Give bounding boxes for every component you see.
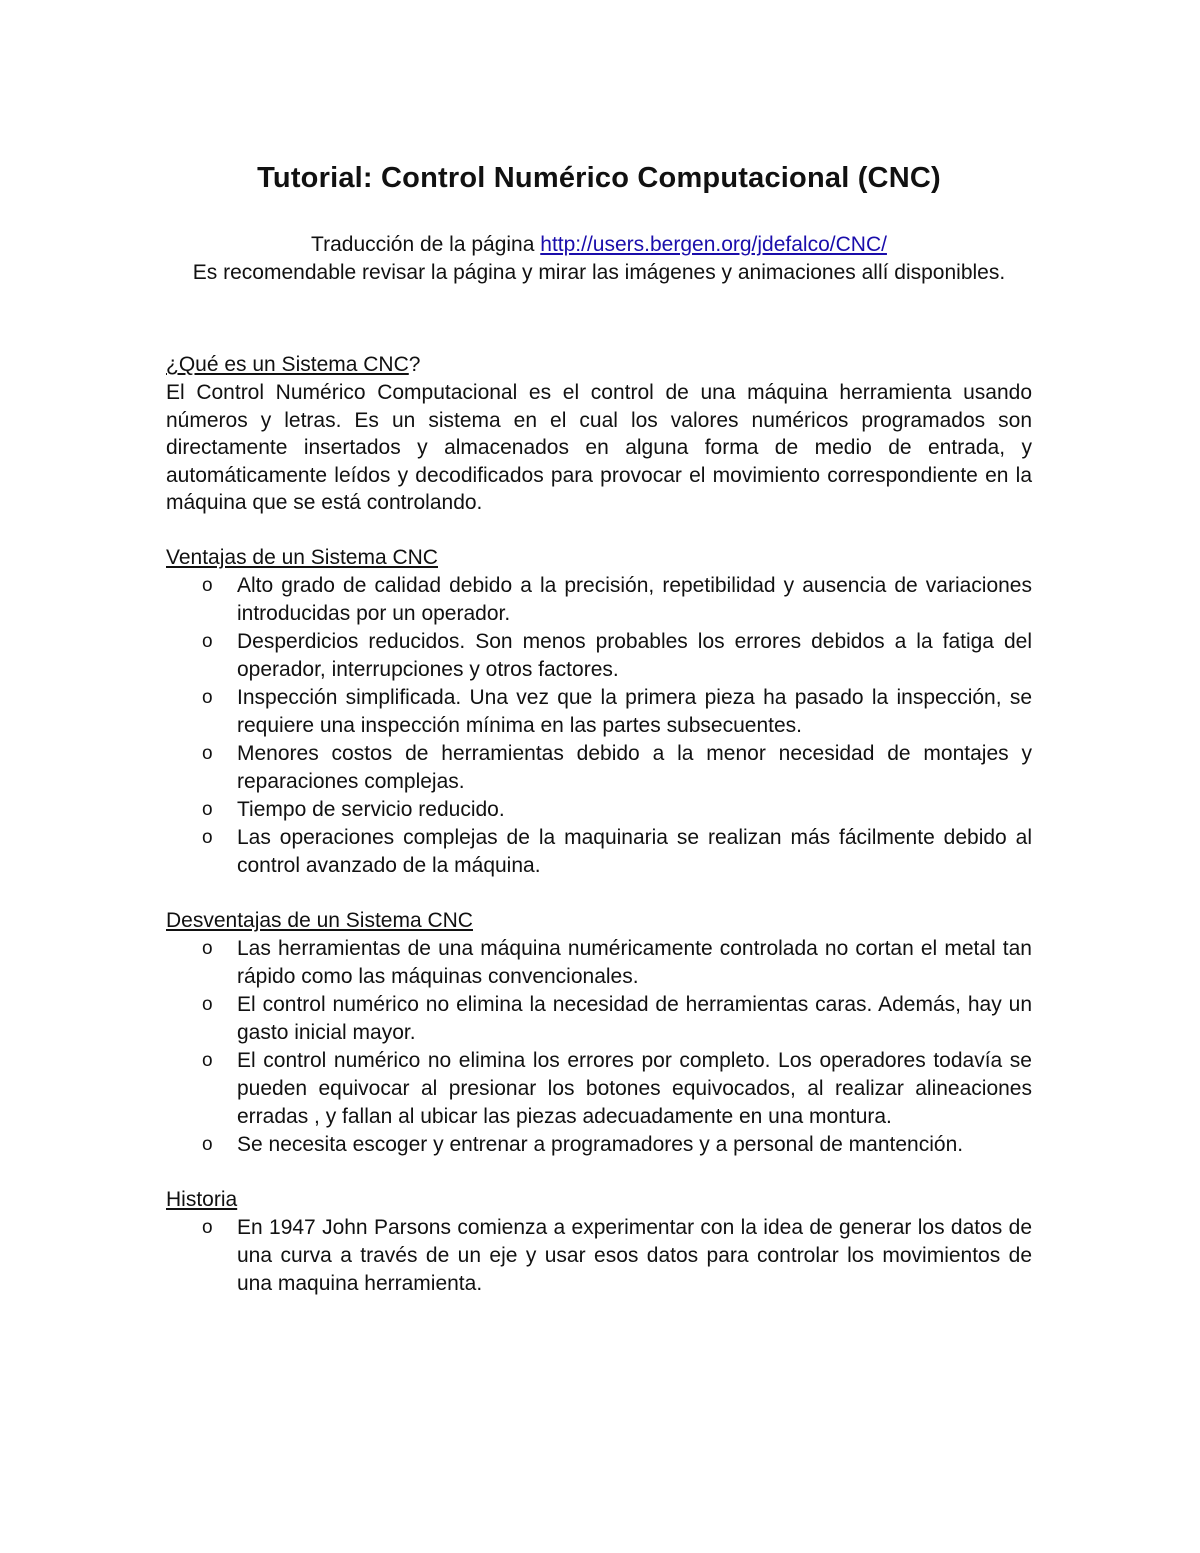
list-item-text: Menores costos de herramientas debido a la menor necesidad de montajes y reparaciones complejas. [237,741,1032,793]
bullet-marker: o [202,630,213,652]
bullet-marker: o [202,798,213,820]
list-item [202,572,1032,628]
heading-what-is-text: ¿Qué es un Sistema CNC [166,353,409,377]
section-advantages [166,544,1032,880]
list-item [202,1047,1032,1131]
list-item [202,824,1032,880]
bullet-marker: o [202,686,213,708]
bullet-marker: o [202,993,213,1015]
section-history [166,1186,1032,1298]
disadvantages-list [166,935,1032,1159]
bullet-marker: o [202,826,213,848]
list-item-text: Las herramientas de una máquina numéricamente controlada no cortan el metal tan rápido como las máquinas convencionales. [237,936,1032,988]
list-item [202,991,1032,1047]
section-heading-what-is [166,351,1032,379]
list-item-text: El control numérico no elimina los errores por completo. Los operadores todavía se pueden equivocar al presionar los botones equivocados, al realizar alineaciones erradas , y fallan al ubicar las piezas adecuadamente en una montura. [237,1048,1032,1128]
section-heading-disadvantages [166,907,1032,935]
heading-what-is-suffix: ? [408,353,421,377]
list-item [202,1131,1032,1159]
advantages-list [166,572,1032,880]
list-item-text: El control numérico no elimina la necesidad de herramientas caras. Además, hay un gasto inicial mayor. [237,992,1032,1044]
bullet-marker: o [202,1133,213,1155]
list-item-text: Se necesita escoger y entrenar a programadores y a personal de mantención. [237,1132,964,1156]
heading-history-text: Historia [166,1187,238,1211]
list-item [202,628,1032,684]
intro-block [166,231,1032,287]
history-list [166,1214,1032,1298]
bullet-marker: o [202,1216,213,1238]
what-is-paragraph: El Control Numérico Computacional es el control de una máquina herramienta usando números y letras. Es un sistema en el cual los valores numéricos programados son directamente insertados y almacenados en alguna forma de medio de entrada, y automáticamente leídos y decodificados para provocar el movimiento correspondiente en la máquina que se está controlando. [166,381,1032,515]
document-page [166,160,1032,1298]
section-what-is [166,351,1032,517]
list-item [202,1214,1032,1298]
intro-line-1 [166,231,1032,259]
section-heading-advantages [166,544,1032,572]
list-item-text: Alto grado de calidad debido a la precisión, repetibilidad y ausencia de variaciones introducidas por un operador. [237,573,1032,625]
heading-advantages-text: Ventajas de un Sistema CNC [166,545,438,569]
section-heading-history [166,1186,1032,1214]
document-title: Tutorial: Control Numérico Computacional (CNC) [257,162,941,194]
bullet-marker: o [202,742,213,764]
list-item [202,684,1032,740]
list-item-text: Las operaciones complejas de la maquinaria se realizan más fácilmente debido al control avanzado de la máquina. [237,825,1032,877]
bullet-marker: o [202,1049,213,1071]
list-item-text: Inspección simplificada. Una vez que la primera pieza ha pasado la inspección, se requiere una inspección mínima en las partes subsecuentes. [237,685,1032,737]
intro-prefix: Traducción de la página [311,233,541,257]
list-item-text: En 1947 John Parsons comienza a experimentar con la idea de generar los datos de una curva a través de un eje y usar esos datos para controlar los movimientos de una maquina herramienta. [237,1215,1032,1295]
list-item [202,935,1032,991]
intro-line-2: Es recomendable revisar la página y mirar las imágenes y animaciones allí disponibles. [192,261,1006,285]
list-item [202,740,1032,796]
list-item-text: Desperdicios reducidos. Son menos probables los errores debidos a la fatiga del operador, interrupciones y otros factores. [237,629,1032,681]
bullet-marker: o [202,937,213,959]
list-item-text: Tiempo de servicio reducido. [237,797,505,821]
list-item [202,796,1032,824]
source-link[interactable]: http://users.bergen.org/jdefalco/CNC/ [540,233,887,257]
heading-disadvantages-text: Desventajas de un Sistema CNC [166,908,473,932]
section-disadvantages [166,907,1032,1159]
bullet-marker: o [202,574,213,596]
